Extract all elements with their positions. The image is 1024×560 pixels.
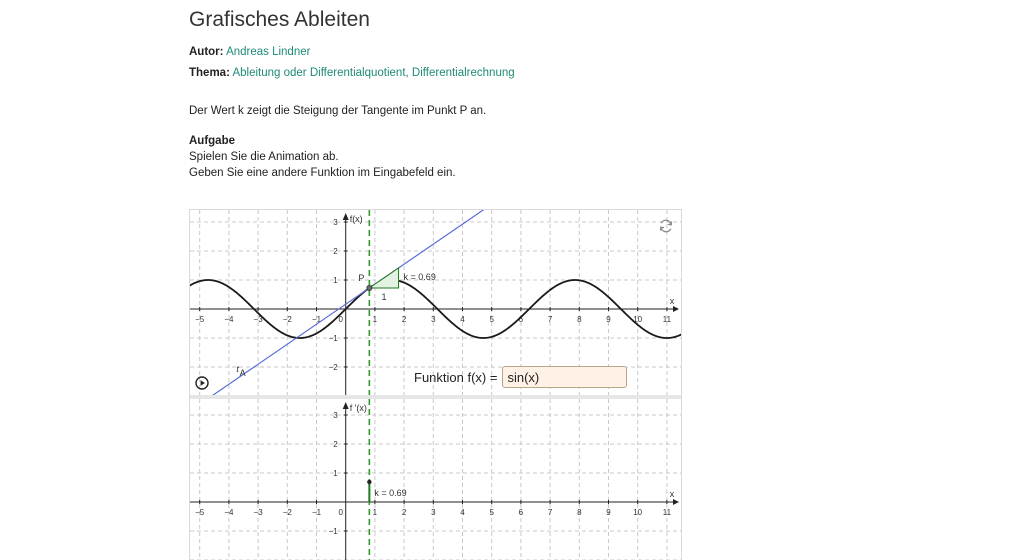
task-heading: Aufgabe xyxy=(189,135,235,147)
function-input-label: Funktion f(x) = xyxy=(414,369,498,385)
x-tick-label: 5 xyxy=(489,315,494,324)
x-tick-label: 1 xyxy=(372,315,378,324)
slope-label: k = 0.69 xyxy=(403,271,436,282)
x-tick-label: 4 xyxy=(460,315,465,324)
lower-graph[interactable] xyxy=(190,399,681,560)
x-tick-label: −5 xyxy=(195,508,205,517)
play-icon[interactable] xyxy=(195,376,209,390)
x-tick-label: 6 xyxy=(518,508,524,517)
x-axis-label: x xyxy=(669,296,675,306)
task-line-1: Spielen Sie die Animation ab. xyxy=(189,151,339,163)
y-tick-label: 1 xyxy=(333,469,338,478)
x-tick-label: 0 xyxy=(338,508,343,517)
y-axis-arrow xyxy=(343,402,349,409)
x-tick-label: 8 xyxy=(577,315,582,324)
y-tick-label: 3 xyxy=(333,411,338,420)
x-tick-label: 4 xyxy=(460,508,465,517)
topic-label: Thema: xyxy=(189,67,230,79)
description-text: Der Wert k zeigt die Steigung der Tangente im Punkt P an. xyxy=(189,105,487,117)
task-line-2: Geben Sie eine andere Funktion im Eingabefeld ein. xyxy=(189,167,456,179)
x-tick-label: 11 xyxy=(662,508,672,517)
point-p xyxy=(367,285,372,290)
y-tick-label: 3 xyxy=(333,218,338,227)
x-tick-label: 3 xyxy=(431,508,436,517)
topic-separator: , xyxy=(405,67,409,79)
function-input-row xyxy=(414,365,627,389)
author-label: Autor: xyxy=(189,46,224,58)
tangent-label: t xyxy=(236,364,239,375)
y-tick-label: −1 xyxy=(328,527,338,536)
x-axis-arrow xyxy=(673,306,679,312)
author-link[interactable]: Andreas Lindner xyxy=(226,46,311,58)
y-axis-label: f '(x) xyxy=(349,403,367,413)
x-tick-label: −4 xyxy=(224,508,234,517)
y-axis-arrow xyxy=(343,213,349,220)
x-tick-label: 8 xyxy=(577,508,582,517)
x-tick-label: −3 xyxy=(253,315,263,324)
function-input[interactable] xyxy=(502,366,627,388)
y-tick-label: 2 xyxy=(333,440,338,449)
x-tick-label: 11 xyxy=(662,315,672,324)
x-tick-label: −4 xyxy=(224,315,234,324)
topic-link-ableitung[interactable]: Ableitung oder Differentialquotient xyxy=(232,67,406,79)
x-tick-label: −2 xyxy=(282,315,292,324)
x-tick-label: −1 xyxy=(311,508,322,517)
x-tick-label: 2 xyxy=(401,315,407,324)
tangent-subscript: A xyxy=(239,368,246,379)
y-axis-label: f(x) xyxy=(349,214,363,224)
x-tick-label: 9 xyxy=(606,508,611,517)
derivative-slope-label: k = 0.69 xyxy=(374,488,407,498)
point-p-label: P xyxy=(358,272,365,283)
x-tick-label: 1 xyxy=(372,508,378,517)
x-tick-label: 7 xyxy=(547,315,553,324)
x-tick-label: 9 xyxy=(606,315,611,324)
x-tick-label: 0 xyxy=(338,315,343,324)
slope-run-label: 1 xyxy=(381,291,387,302)
topic-line xyxy=(189,67,515,79)
y-tick-label: 1 xyxy=(333,276,338,285)
x-tick-label: −2 xyxy=(282,508,292,517)
x-tick-label: 3 xyxy=(431,315,436,324)
slope-triangle xyxy=(369,268,398,288)
author-line xyxy=(189,46,310,58)
x-tick-label: −1 xyxy=(311,315,322,324)
x-tick-label: 10 xyxy=(633,508,643,517)
page-title: Grafisches Ableiten xyxy=(189,8,370,31)
topic-link-differentialrechnung[interactable]: Differentialrechnung xyxy=(411,67,515,79)
x-axis-arrow xyxy=(673,499,679,505)
graphics-view-lower[interactable] xyxy=(190,399,681,560)
x-tick-label: 6 xyxy=(518,315,524,324)
derivative-point xyxy=(367,480,371,484)
y-tick-label: 2 xyxy=(333,247,338,256)
x-tick-label: 7 xyxy=(547,508,553,517)
y-tick-label: −2 xyxy=(328,363,338,372)
x-tick-label: 5 xyxy=(489,508,494,517)
x-tick-label: −5 xyxy=(195,315,205,324)
x-axis-label: x xyxy=(669,489,675,499)
geogebra-applet[interactable] xyxy=(189,209,682,560)
reset-icon[interactable] xyxy=(658,218,674,234)
y-tick-label: −1 xyxy=(328,334,338,343)
x-tick-label: −3 xyxy=(253,508,263,517)
x-tick-label: 10 xyxy=(633,315,643,324)
x-tick-label: 2 xyxy=(401,508,407,517)
